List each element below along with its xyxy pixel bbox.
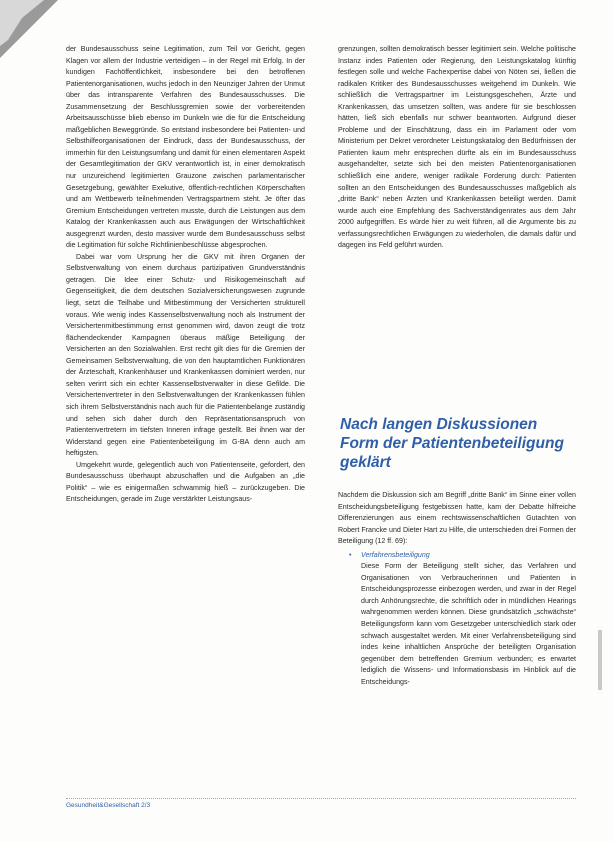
footer-rule: [66, 798, 576, 799]
section-heading: Nach langen Diskussionen Form der Patientenbeteiligung geklärt: [340, 416, 564, 471]
page-edge-mark: [598, 630, 602, 690]
bullet-icon: •: [349, 550, 352, 559]
list-item-title: Verfahrensbeteiligung: [361, 550, 430, 559]
torn-corner-mark: [0, 0, 58, 58]
paragraph: Nachdem die Diskussion sich am Begriff „dritte Bank“ im Sinne einer vollen Entscheidungsbeteiligung festgebissen hatte, kam der Debatte hilfreiche Differenzierungen aus einem rechtswissenschaftlichen Gutachten von Robert Francke und Dieter Hart zu Hilfe, die unterschieden drei Formen der Beteiligung (12 ff. 69):: [338, 491, 576, 546]
paragraph: Umgekehrt wurde, gelegentlich auch von Patientenseite, gefordert, den Bundesausschuss überhaupt abzuschaffen und die Aufgaben an „die Politik“ – wie es einigermaßen schwammig hieß – zurückzugeben. Die Entscheidungen, gerade im Zuge verstärkter Leistungsaus-: [66, 460, 305, 504]
footer-text: Gesundheit&Gesellschaft 2/3: [66, 802, 151, 809]
bullet-list: [338, 550, 576, 689]
paragraph: Dabei war vom Ursprung her die GKV mit ihren Organen der Selbstverwaltung von einem durchaus partizipativen Grundverständnis getragen. Die Idee einer Schutz- und Risikogemeinschaft auf Gegenseitigkeit, die dem deutschen Sozialversicherungswesen zugrunde liegt, setzt die Teilhabe und Mitbestimmung der Versicherten strukturell voraus. Wie wenig indes Kassenselbstverwaltung noch als Instrument der Versichertenmitbestimmung ernst genommen wird, davon zeugt die trotz flächendeckender Kampagnen überaus mäßige Beteiligung der Versicherten an den Sozialwahlen. Erst recht gilt dies für die Gremien der Gemeinsamen Selbstverwaltung, die von den hauptamtlichen Funktionären der Ärzteschaft, Krankenhäuser und Krankenkassen dominiert werden, nur selten verirrt sich ein echter Kassenselbstverwalter in diese Gefilde. Die Versichertenvertreter in den Selbstverwaltungen der Krankenkassen fühlen sich ihrem Selbstverständnis nach auch für die Patientenbelange zuständig und sehen sich daher durch den Repräsentationsanspruch von Patientenvertretern im tiefsten Inneren infrage gestellt. Bei ihnen war der Widerstand gegen eine Patientenbeteiligung im G-BA denn auch am heftigsten.: [66, 252, 305, 458]
right-text-column: [338, 44, 576, 252]
list-item: [338, 550, 576, 689]
list-item-text: Diese Form der Beteiligung stellt sicher, das Verfahren und Organisationen von Verbraucherinnen und Patienten in Entscheidungsprozesse einbezogen werden, und zwar in der Regel durch Anhörungsrechte, die schriftlich oder in mündlichen Hearings wahrgenommen werden können. Diese grundsätzlich „schwächste“ Beteiligungsform kann vom Gesetzgeber unterschiedlich stark oder schwach ausgestaltet werden. Mit einer Verfahrensbeteiligung sind indes keine inhaltlichen Ansprüche der beteiligten Organisation gegenüber dem betreffenden Gremium verbunden; es erwartet lediglich die Wissens- und Informationsbasis im Hinblick auf die Entscheidungs-: [361, 562, 576, 686]
right-text-column-lower: [338, 490, 576, 688]
paragraph: der Bundesausschuss seine Legitimation, zum Teil vor Gericht, gegen Klagen vor allem der Industrie verteidigen – in der Regel mit Erfolg. In der kundigen Fachöffentlichkeit, insbesondere bei den betroffenen Patientenorganisationen, wuchs jedoch in den Neunziger Jahren der Unmut über das intransparente Verfahren des Bundesausschusses. Die Zusammensetzung der Beschlussgremien sowie der vorbereitenden Arbeitsausschüsse blieb ebenso im Dunkeln wie die für die Entscheidung maßgeblichen Beweggründe. So entstand insbesondere bei Patienten- und Selbsthilfeorganisationen der Eindruck, dass der Bundesausschuss, der immerhin für den Leistungsumfang und damit für einen elementaren Aspekt der Gesamtlegitimation der GKV verantwortlich ist, in einer demokratisch nur unzureichend legitimierten Grauzone zwischen parlamentarischer Gesetzgebung, gewählter Exekutive, öffentlich-rechtlichen Körperschaften und am Wettbewerb teilnehmenden Vertragspartnern steht. Je öfter das Gremium Entscheidungen vertreten musste, durch die Leistungen aus dem Katalog der Krankenkassen auch aus Erwägungen der Wirtschaftlichkeit ausgegrenzt wurden, desto massiver wurde dem Bundesausschuss selbst die Legitimation für solche Richtlinienbeschlüsse abgesprochen.: [66, 45, 305, 250]
left-text-column: [66, 44, 305, 506]
paragraph: grenzungen, sollten demokratisch besser legitimiert sein. Welche politische Instanz indes Patienten oder Regierung, den Leistungskatalog künftig festlegen solle und welche Fachexpertise dabei von Nöten sei, ließen die radikalen Kritiker des Bundesausschusses weitgehend im Dunkeln. Wie schließlich die Vertragspartner im Leistungsgeschehen, Ärzte und Krankenkassen, das umsetzen sollten, was andere für sie beschlossen hätten, ließ sich ebenfalls nur schwer beantworten. Aufgrund dieser Probleme und der Einschätzung, dass ein im Parlament oder vom Ministerium per Dekret verordneter Leistungskatalog den Bedürfnissen der Patienten kaum mehr entsprechen dürfte als ein im Bundesausschuss ausgehandelter, setzte sich bei den meisten Patientenorganisationen schließlich eine andere, weniger radikale Forderung durch: Patienten sollten an den Entscheidungen des Bundesausschusses maßgeblich als „dritte Bank“ neben Ärzten und Krankenkassen beteiligt werden. Damit wurde auch eine Empfehlung des Sachverständigenrates aus dem Jahr 2000 aufgegriffen. Es würde hier zu weit führen, all die Argumente bis zu verfassungsrechtlichen Erwägungen zu wiederholen, die damals dafür und dagegen ins Feld geführt wurden.: [338, 45, 576, 250]
